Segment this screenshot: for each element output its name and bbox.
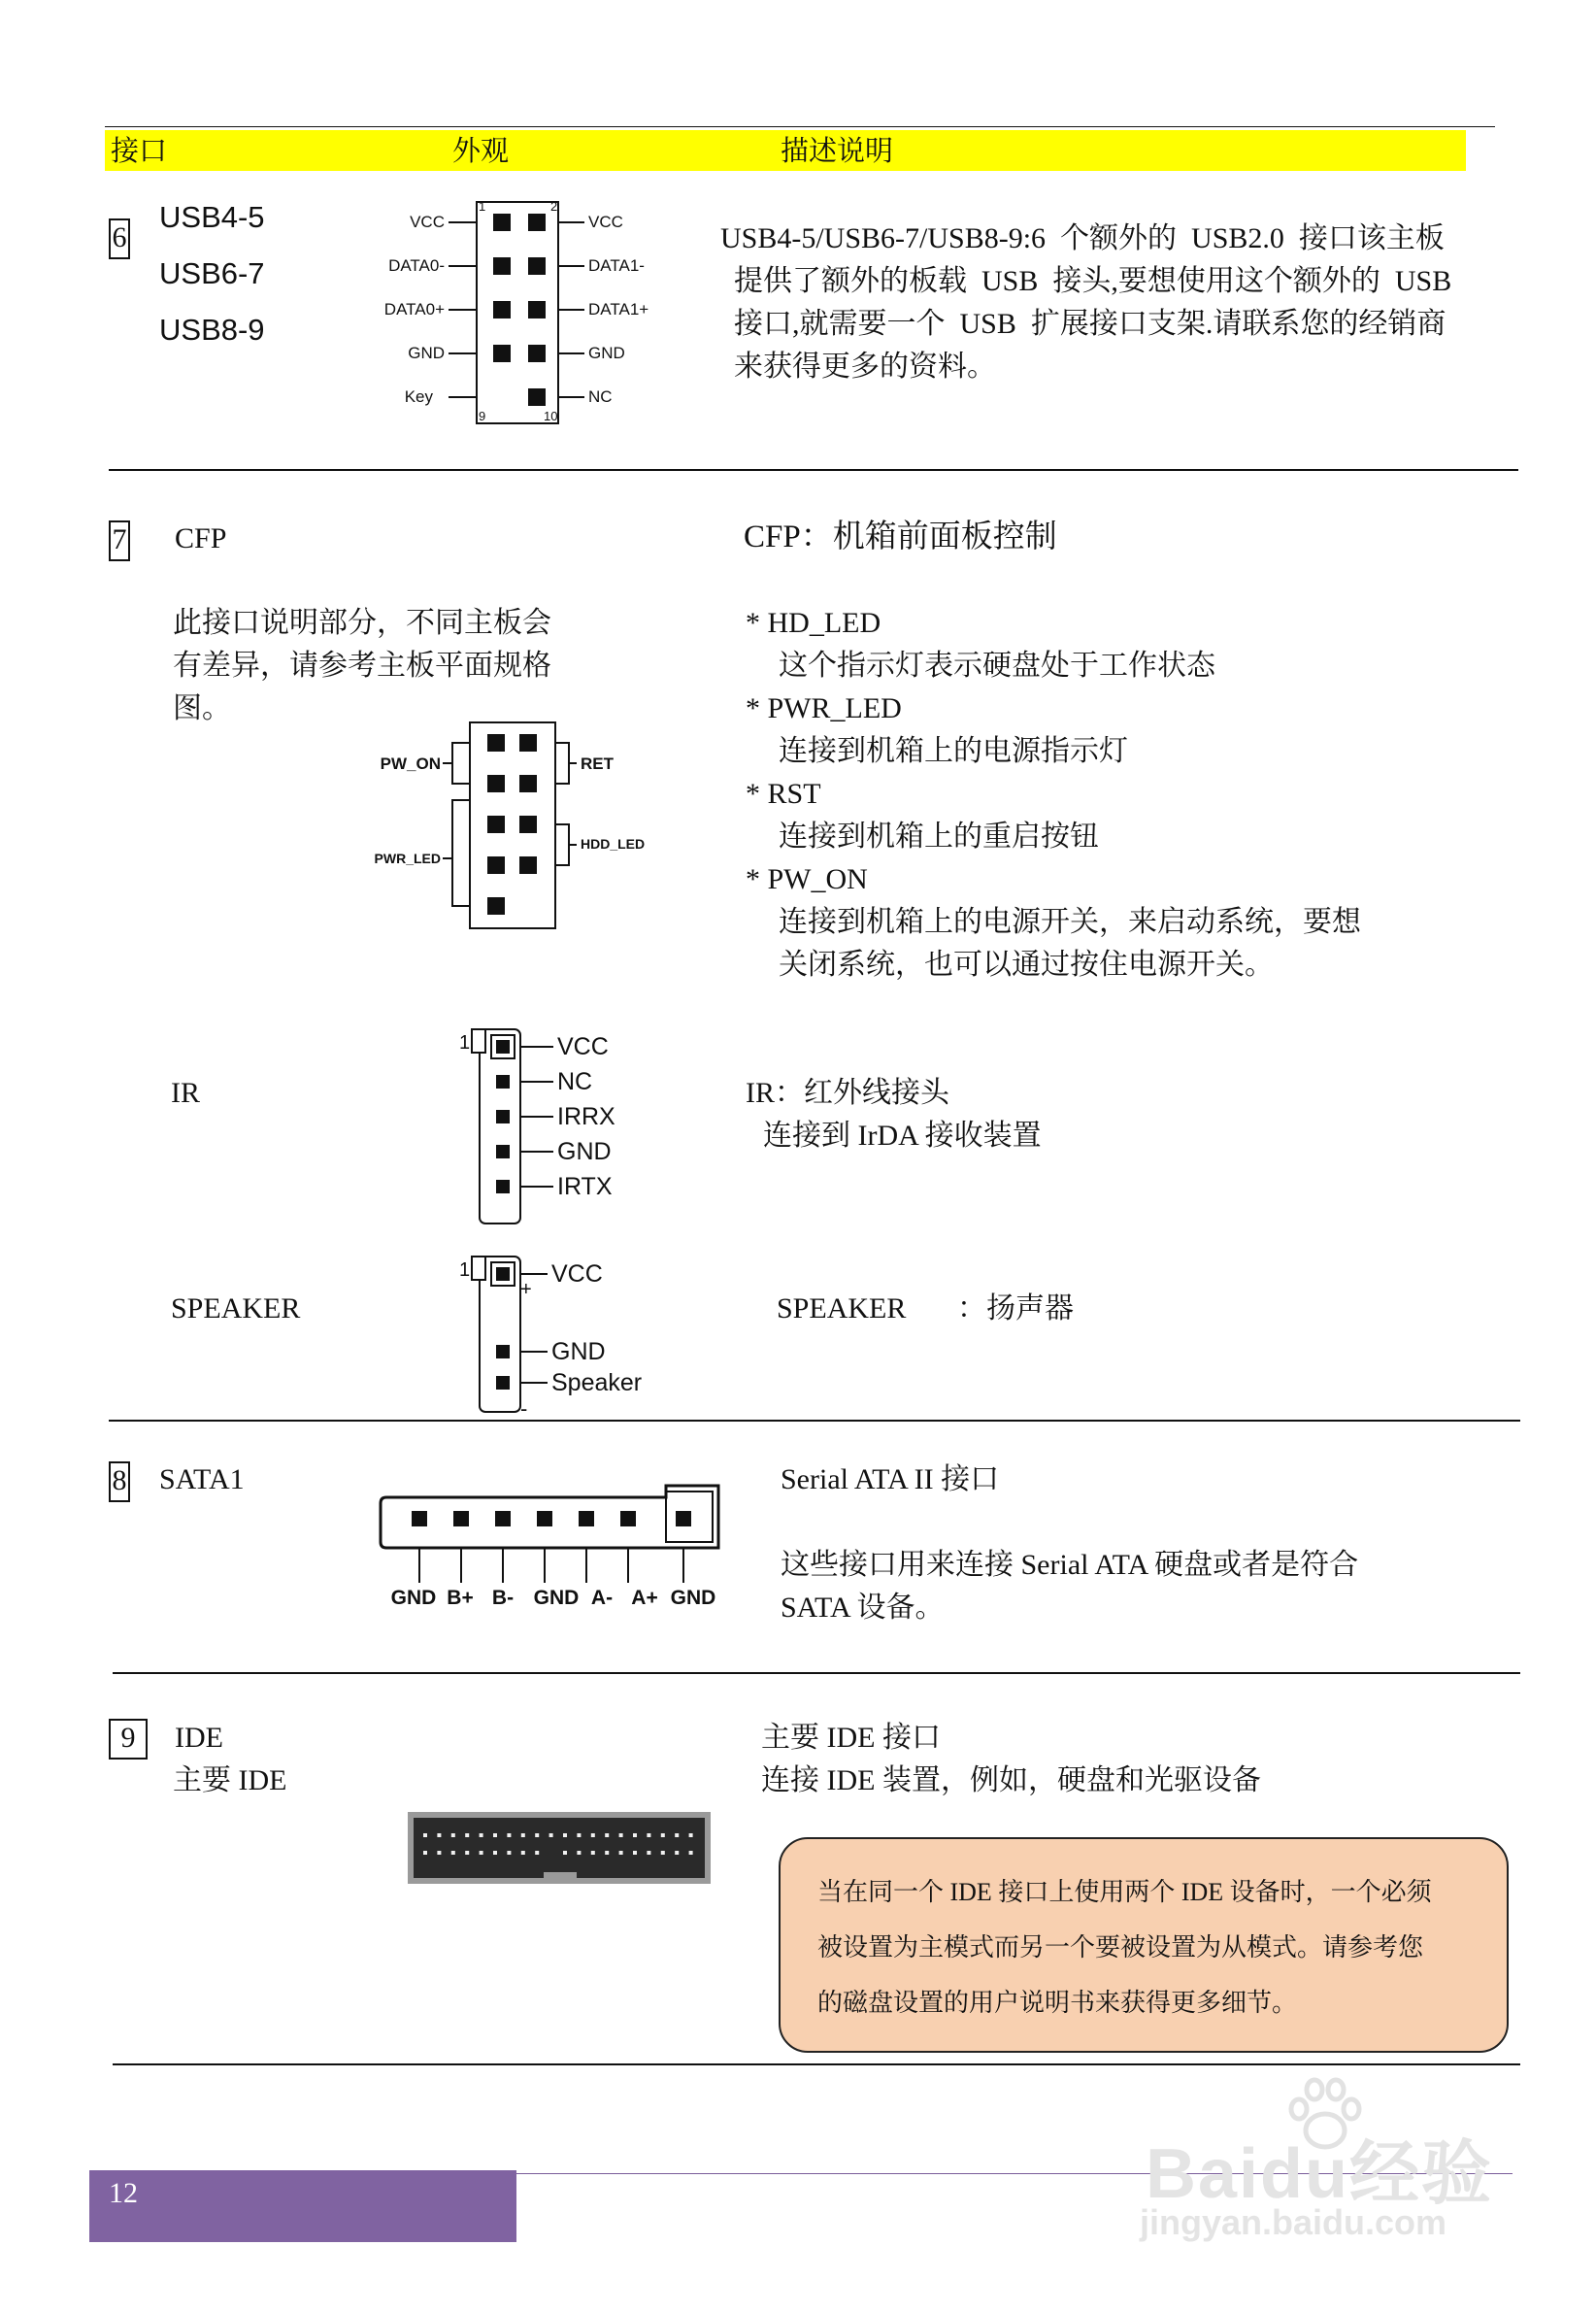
ide-pin xyxy=(507,1833,511,1837)
ide-pin xyxy=(535,1851,539,1855)
ide-pin xyxy=(563,1851,567,1855)
sata-description xyxy=(781,1544,1358,1629)
cfp-item-name: * RST xyxy=(746,778,821,810)
right-label-gnd: GND xyxy=(588,344,625,362)
ide-pin xyxy=(451,1851,455,1855)
ide-pin xyxy=(647,1833,650,1837)
sata-pin-label: B+ xyxy=(447,1587,474,1609)
sata-desc-line: 这些接口用来连接 Serial ATA 硬盘或者是符合 xyxy=(781,1549,1359,1581)
ide-pin xyxy=(619,1833,623,1837)
usb-header-diagram xyxy=(359,194,689,432)
ide-pin xyxy=(591,1851,595,1855)
section-divider xyxy=(113,2063,1520,2065)
sata-title: Serial ATA II 接口 xyxy=(781,1463,1000,1495)
ide-pin xyxy=(675,1833,679,1837)
header-col-appearance: 外观 xyxy=(452,134,510,167)
ide-pin xyxy=(493,1851,497,1855)
cfp-item-name: * HD_LED xyxy=(746,607,881,639)
section-divider xyxy=(113,1672,1520,1674)
cfp-item-name: * PW_ON xyxy=(746,863,868,895)
right-label-nc: NC xyxy=(588,387,613,406)
speaker-pin-vcc: VCC xyxy=(551,1260,603,1288)
ide-pin xyxy=(605,1833,609,1837)
ide-pin xyxy=(521,1833,525,1837)
ide-pin xyxy=(577,1833,581,1837)
ide-pin xyxy=(451,1833,455,1837)
ir-title: IR：红外线接头 xyxy=(746,1077,949,1109)
section-number: 6 xyxy=(109,218,130,259)
pin-number-10: 10 xyxy=(544,409,558,423)
speaker-header-diagram xyxy=(452,1251,666,1418)
ide-connector-image xyxy=(408,1812,711,1884)
cfp-title: CFP：机箱前面板控制 xyxy=(744,520,1057,554)
sata-pin-label: A- xyxy=(590,1587,614,1609)
speaker-pin-gnd: GND xyxy=(551,1338,606,1365)
ir-name: IR xyxy=(171,1077,200,1109)
cfp-item-desc: 关闭系统，也可以通过按住电源开关。 xyxy=(779,949,1274,981)
pw-on-label: PW_ON xyxy=(380,754,441,773)
header-col-interface: 接口 xyxy=(111,134,168,167)
ir-description: 连接到 IrDA 接收装置 xyxy=(763,1120,1042,1152)
speaker-desc-name: SPEAKER xyxy=(777,1292,907,1324)
right-label-data1-plus: DATA1+ xyxy=(588,300,649,318)
ide-pin xyxy=(521,1851,525,1855)
ide-pin xyxy=(480,1851,483,1855)
section-number: 8 xyxy=(109,1461,130,1502)
sata-connector-diagram xyxy=(379,1484,728,1612)
cfp-item-desc: 连接到机箱上的电源开关，来启动系统，要想 xyxy=(779,906,1361,938)
ret-label: RET xyxy=(581,754,614,773)
speaker-plus-sign: + xyxy=(520,1279,532,1300)
usb-name-2: USB6-7 xyxy=(159,256,265,290)
pin-number-1: 1 xyxy=(479,199,486,214)
section-number: 7 xyxy=(109,520,130,561)
sata-pin-label: GND xyxy=(533,1587,580,1609)
cfp-name: CFP xyxy=(175,522,227,554)
cfp-note-line: 此接口说明部分，不同主板会 xyxy=(173,607,551,639)
ide-pin xyxy=(563,1833,567,1837)
ide-pin xyxy=(423,1851,427,1855)
sata-desc-line: SATA 设备。 xyxy=(781,1592,945,1624)
ide-pin xyxy=(605,1851,609,1855)
ir-pin1-label: 1 xyxy=(459,1032,471,1054)
ide-pin xyxy=(493,1833,497,1837)
cfp-item-desc: 这个指示灯表示硬盘处于工作状态 xyxy=(779,650,1215,682)
ide-pin xyxy=(437,1851,441,1855)
ide-note-line: 的磁盘设置的用户说明书来获得更多细节。 xyxy=(817,1989,1298,2017)
cfp-note-line: 图。 xyxy=(173,692,231,724)
usb-name-1: USB4-5 xyxy=(159,200,265,234)
cfp-item-desc: 连接到机箱上的电源指示灯 xyxy=(779,735,1128,767)
watermark-brand: Baidu经验 xyxy=(1146,2135,1494,2213)
section-number: 9 xyxy=(109,1719,148,1760)
footer-page-bar xyxy=(89,2170,516,2242)
hdd-led-label: HDD_LED xyxy=(581,836,646,852)
cfp-item-desc: 连接到机箱上的重启按钮 xyxy=(779,821,1099,853)
pin-row-4 xyxy=(449,345,584,362)
usb-desc-line-2: 提供了额外的板载 USB 接头,要想使用这个额外的 USB xyxy=(734,265,1452,297)
pin-row-5 xyxy=(449,388,584,406)
speaker-pin1-label: 1 xyxy=(459,1259,471,1281)
left-label-gnd: GND xyxy=(408,344,445,362)
watermark-url: jingyan.baidu.com xyxy=(1140,2202,1447,2242)
ide-pin xyxy=(507,1851,511,1855)
ide-pin xyxy=(591,1833,595,1837)
usb-name-3: USB8-9 xyxy=(159,313,265,347)
ide-subname: 主要 IDE xyxy=(173,1764,287,1796)
sata-pin-label: GND xyxy=(670,1587,716,1609)
cfp-note xyxy=(173,602,551,730)
ir-header-diagram xyxy=(452,1023,647,1229)
pin-row-3 xyxy=(449,301,584,318)
ide-pin xyxy=(633,1833,637,1837)
right-label-vcc: VCC xyxy=(588,213,623,231)
ir-pin-gnd: GND xyxy=(557,1138,612,1165)
ide-pin xyxy=(577,1851,581,1855)
sata-pin-label: A+ xyxy=(631,1587,658,1609)
ide-title: 主要 IDE 接口 xyxy=(761,1722,941,1754)
speaker-minus-sign: - xyxy=(520,1396,528,1418)
pin-row-1 xyxy=(449,214,584,231)
page-number: 12 xyxy=(109,2177,138,2209)
ide-note-line: 被设置为主模式而另一个要被设置为从模式。请参考您 xyxy=(817,1933,1424,1961)
ide-pin xyxy=(633,1851,637,1855)
left-label-vcc: VCC xyxy=(410,213,445,231)
usb-desc-line-3: 接口,就需要一个 USB 扩展接口支架.请联系您的经销商 xyxy=(734,308,1446,340)
paw-icon xyxy=(1281,2074,1369,2156)
speaker-description: ：扬声器 xyxy=(957,1292,1074,1324)
ide-note-box xyxy=(779,1837,1509,2053)
ide-pin xyxy=(689,1851,693,1855)
pin-number-2: 2 xyxy=(550,199,558,214)
section-divider xyxy=(109,469,1518,471)
ir-pin-irtx: IRTX xyxy=(557,1173,613,1200)
ir-pin-nc: NC xyxy=(557,1068,593,1095)
ide-name: IDE xyxy=(175,1722,223,1754)
left-label-key: Key xyxy=(404,387,433,406)
ir-pin-irrx: IRRX xyxy=(557,1103,615,1130)
sata-pin-label: GND xyxy=(390,1587,437,1609)
ide-pin xyxy=(661,1851,665,1855)
pwr-led-label: PWR_LED xyxy=(374,851,441,866)
cfp-items xyxy=(746,602,1361,987)
header-top-rule xyxy=(105,126,1495,127)
sata-name: SATA1 xyxy=(159,1463,245,1495)
speaker-name: SPEAKER xyxy=(171,1292,301,1324)
left-label-data0-plus: DATA0+ xyxy=(383,300,445,318)
ide-pin xyxy=(423,1833,427,1837)
ide-pin xyxy=(619,1851,623,1855)
cfp-item-name: * PWR_LED xyxy=(746,692,902,724)
ide-pin xyxy=(535,1833,539,1837)
ide-pin xyxy=(437,1833,441,1837)
ide-pin xyxy=(661,1833,665,1837)
header-col-description: 描述说明 xyxy=(781,134,894,167)
section-divider xyxy=(109,1420,1520,1422)
ide-pin xyxy=(549,1833,553,1837)
ide-pin xyxy=(689,1833,693,1837)
ide-pin xyxy=(480,1833,483,1837)
ide-note-line: 当在同一个 IDE 接口上使用两个 IDE 设备时，一个必须 xyxy=(817,1878,1432,1906)
cfp-header-diagram xyxy=(361,717,662,935)
right-label-data1-minus: DATA1- xyxy=(588,256,645,275)
pin-row-2 xyxy=(449,257,584,275)
ide-description: 连接 IDE 装置，例如，硬盘和光驱设备 xyxy=(761,1764,1261,1796)
pin-number-9: 9 xyxy=(479,409,486,423)
usb-desc-line-1: USB4-5/USB6-7/USB8-9:6 个额外的 USB2.0 接口该主板 xyxy=(720,222,1445,254)
left-label-data0-minus: DATA0- xyxy=(388,256,445,275)
usb-desc-line-4: 来获得更多的资料。 xyxy=(734,351,996,383)
ide-pin xyxy=(465,1851,469,1855)
ide-pin xyxy=(647,1851,650,1855)
ide-note xyxy=(817,1864,1432,2030)
ide-pin xyxy=(465,1833,469,1837)
ide-pin xyxy=(675,1851,679,1855)
sata-pin-label: B- xyxy=(491,1587,515,1609)
usb-description xyxy=(720,218,1451,388)
ir-pin-vcc: VCC xyxy=(557,1033,609,1060)
speaker-pin-speaker: Speaker xyxy=(551,1369,643,1396)
cfp-note-line: 有差异，请参考主板平面规格 xyxy=(173,650,551,682)
